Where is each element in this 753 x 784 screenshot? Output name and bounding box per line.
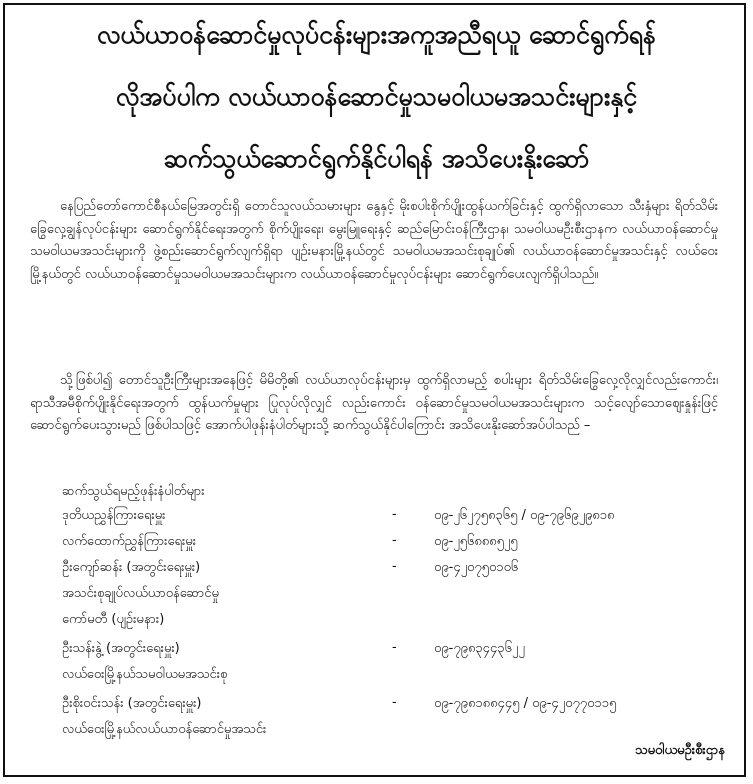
contact-dash: - [392,507,397,522]
contact-dash: - [392,640,397,655]
contact-phone: ၀၉-၄၂၀၇၅၀၁၀၆ [434,560,519,575]
contact-row [62,533,702,555]
contact-phone: ၀၉-၇၉၈၃၄၄၃၆၂၂ [434,641,525,656]
contact-row [62,507,702,529]
contact-dash: - [392,695,397,710]
contact-name: ဒုတိယညွှန်ကြားရေးမှူး [62,508,166,523]
contact-dash: - [392,533,397,548]
contact-phone: ၀၉-၇၉၈၁၈၈၄၄၅ / ၀၉-၄၂၀၇၇၀၁၁၅ [434,696,617,711]
notice-title-line-2: လိုအပ်ပါက လယ်ယာဝန်ဆောင်မှုသမဝါယမအသင်းများနှင့် [115,82,638,111]
paragraph-1 [30,196,718,286]
contacts-title: ဆက်သွယ်ရမည့်ဖုန်းနံပါတ်များ [62,484,205,499]
contact-name: ကော်မတီ (ပျဉ်းမနား) [62,612,165,627]
paragraph-1-text: နေပြည်တော်ကောင်စီနယ်မြေအတွင်းရှိ တောင်သူလယ်သမားများ နွေနှင့် မိုးစပါးစိုက်ပျိုးထွန်ယက်ခြင်းနှင့် ထွက်ရှိလာသော သီးနှံများ ရိတ်သိမ်းခြွေလှေ့ချွန်လုပ်ငန်းများ ဆောင်ရွက်နိုင်ရေးအတွက် စိုက်ပျိုးရေး၊ မွေးမြူရေးနှင့် ဆည်မြောင်းဝန်ကြီးဌာန၊ သမဝါယမဦးစီးဌာနက လယ်ယာဝန်ဆောင်မှု သမဝါယမအသင်းများကို ဖွဲ့စည်းဆောင်ရွက်လျက်ရှိရာ ပျဉ်းမနားမြို့နယ်တွင် သမဝါယမအသင်းစုချုပ်၏ လယ်ယာဝန်ဆောင်မှုအသင်းနှင့် လယ်ဝေးမြို့နယ်တွင် လယ်ယာဝန်ဆောင်မှုသမဝါယမအသင်းများက လယ်ယာဝန်ဆောင်မှုလုပ်ငန်းများ ဆောင်ရွက်ပေးလျက်ရှိပါသည်။ [30,199,718,282]
contact-dash: - [392,559,397,574]
contact-name: ဦးသန်းနွဲ့ (အတွင်းရေးမှူး) [62,641,180,656]
contact-organization: အသင်းစုချုပ်လယ်ယာဝန်ဆောင်မှု [62,586,219,601]
contact-name: ဦးကျော်ဆန်း (အတွင်းရေးမှူး) [62,560,201,575]
issuer-signature: သမဝါယမဦးစီးဌာန [635,743,725,758]
paragraph-2-text: သို့ဖြစ်ပါ၍ တောင်သူဦးကြီးများအနေဖြင့် မိမိတို့၏ လယ်ယာလုပ်ငန်းများမှ ထွက်ရှိလာမည့် စပါးများ ရိတ်သိမ်းခြွေလှေ့လိုလျှင်လည်းကောင်း၊ ရာသီအမီစိုက်ပျိုးနိုင်ရေးအတွက် ထွန်ယက်မှုများ ပြုလုပ်လိုလျှင် လည်းကောင်း ဝန်ဆောင်မှုသမဝါယမအသင်းများက သင့်လျော်သောဈေးနှုန်းဖြင့် ဆောင်ရွက်ပေးသွားမည် ဖြစ်ပါသဖြင့် အောက်ပါဖုန်းနံပါတ်များသို့ ဆက်သွယ်နိုင်ပါကြောင်း အသိပေးနိုးဆော်အပ်ပါသည် – [30,373,718,433]
contact-organization: လယ်ဝေးမြို့နယ်လယ်ယာဝန်ဆောင်မှုအသင်း [62,722,267,737]
contact-name: လက်ထောက်ညွှန်ကြားရေးမှူး [62,534,196,549]
contact-name: ဦးစိုးဝင်းသန်း (အတွင်းရေးမှူး) [62,696,202,711]
contact-row [62,640,702,662]
contact-row [62,611,702,633]
contact-phone: ၀၉-၂၅၆၈၈၈၅၂၅ [434,534,518,549]
contact-row [62,695,702,717]
contact-phone: ၀၉-၂၆၂၇၅၈၃၆၅ / ၀၉-၇၉၆၉၂၉၈၁၈ [434,508,615,523]
contact-organization: လယ်ဝေးမြို့နယ်သမဝါယမအသင်းစု [62,667,228,682]
notice-title-line-3: ဆက်သွယ်ဆောင်ရွက်နိုင်ပါရန် အသိပေးနိုးဆော် [163,144,590,173]
contact-row [62,559,702,581]
paragraph-2 [30,370,718,438]
notice-title-line-1: လယ်ယာဝန်ဆောင်မှုလုပ်ငန်းများအကူအညီရယူ ဆောင်ရွက်ရန် [96,20,657,49]
